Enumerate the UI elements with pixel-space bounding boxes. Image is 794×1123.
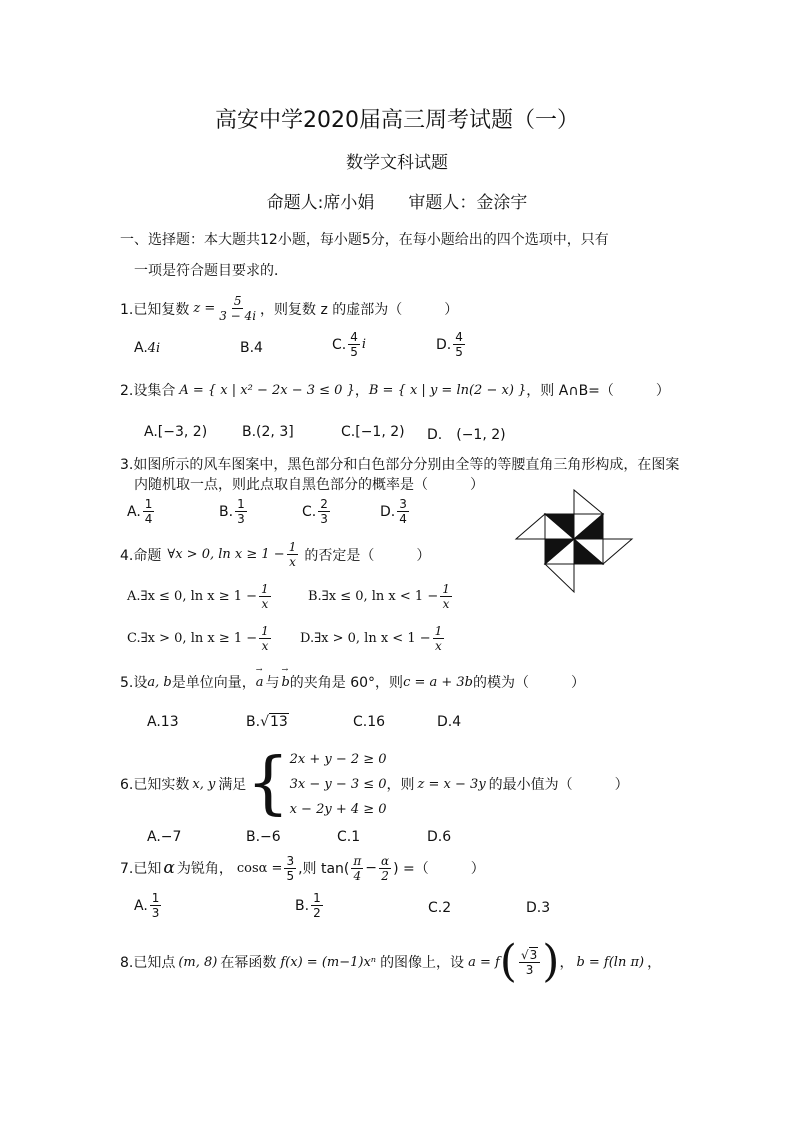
question-7-stem — [120, 850, 485, 886]
pinwheel-figure — [514, 488, 634, 594]
q4-frac-num: 1 — [288, 540, 297, 554]
q1-option-c-label: C. — [332, 336, 347, 353]
q7-stem-a: 7.已知 — [120, 861, 162, 877]
q5-option-b-radicand: 13 — [269, 714, 288, 730]
q4-option-b — [308, 582, 454, 611]
q1-option-d-num: 4 — [455, 330, 463, 344]
page-subtitle: 数学文科试题 — [346, 153, 448, 173]
q6-option-a: A.−7 — [147, 829, 182, 845]
q3-option-d-den: 4 — [399, 512, 407, 526]
q1-stem-a: 1.已知复数 — [120, 301, 190, 318]
q1-option-d-fraction — [453, 330, 465, 359]
q2-set-a: A = { x | x² − 2x − 3 ≤ 0 } — [179, 382, 355, 398]
q7-pi-fraction — [351, 854, 363, 883]
q8-a-fraction — [519, 948, 540, 977]
q3-option-c — [302, 497, 332, 526]
q6-stem-d: 的最小值为（ ） — [488, 777, 629, 793]
q1-option-d — [436, 330, 467, 359]
q1-frac-num: 5 — [233, 294, 242, 308]
q2-option-d: D. (−1, 2) — [427, 427, 506, 443]
q4-option-c-text: C.∃x > 0, ln x ≥ 1 − — [127, 631, 258, 646]
q4-option-d-text: D.∃x > 0, ln x < 1 − — [300, 631, 431, 646]
q5-option-b — [246, 714, 289, 730]
q7-stem-c: ,则 tan( — [298, 861, 350, 877]
q1-frac-den: 3 − 4i — [219, 309, 257, 323]
q3-option-d-label: D. — [380, 503, 396, 520]
q3-option-b-label: B. — [219, 503, 234, 520]
q6-stem-c: ，则 — [386, 777, 415, 793]
q5-stem-e: 的模为（ ） — [473, 675, 586, 691]
q5-expression: c = a + 3b — [403, 674, 474, 690]
q1-option-c-num: 4 — [350, 330, 358, 344]
q1-option-a-label: A. — [134, 340, 148, 356]
q1-option-d-den: 5 — [455, 345, 463, 359]
q3-option-a-label: A. — [127, 503, 141, 520]
right-paren-icon: ) — [542, 936, 560, 987]
q4-stem-a: 4.命题 — [120, 547, 162, 564]
q6-stem-b: 满足 — [218, 777, 247, 793]
q4-option-a-text: A.∃x ≤ 0, ln x ≥ 1 − — [127, 589, 258, 604]
q5-vector-b: → b — [281, 675, 289, 690]
q3-option-a-den: 4 — [144, 512, 153, 526]
q7-option-c: C.2 — [428, 900, 452, 916]
q2-option-b: B.(2, 3] — [242, 424, 294, 440]
q6-constraint-3: x − 2y + 4 ≥ 0 — [289, 801, 387, 817]
q7-option-a — [134, 891, 163, 920]
page-title: 高安中学2020届高三周考试题（一） — [215, 108, 579, 133]
q3-option-d — [380, 497, 411, 526]
question-5-stem — [120, 672, 585, 692]
pinwheel-vane-top — [574, 490, 603, 514]
q5-option-b-label: B. — [246, 714, 261, 730]
q7-option-b-num: 1 — [313, 891, 321, 905]
q4-stem-b: 的否定是（ ） — [304, 547, 431, 564]
q7-stem-d: ) =（ ） — [393, 861, 485, 877]
q3-option-c-fraction — [318, 497, 330, 526]
q6-constraint-system — [290, 747, 387, 822]
q3-option-b-den: 3 — [237, 512, 245, 526]
q1-option-c-i: i — [361, 337, 367, 352]
q7-minus: − — [365, 860, 378, 876]
q7-option-b-fraction — [311, 891, 323, 920]
q1-option-c-fraction — [348, 330, 360, 359]
pinwheel-vane-bottom — [545, 564, 574, 592]
sqrt-icon: √ — [260, 714, 269, 730]
q3-option-d-fraction — [397, 497, 409, 526]
q7-cos-fraction — [284, 854, 296, 883]
q4-option-c-den: x — [261, 639, 269, 653]
q5-option-c: C.16 — [353, 714, 386, 730]
q8-sqrt-radicand: 3 — [529, 947, 538, 962]
q7-option-a-den: 3 — [151, 906, 160, 920]
q3-option-c-num: 2 — [320, 497, 328, 511]
q1-option-b: B.4 — [240, 340, 263, 356]
q7-pi-den: 4 — [353, 868, 362, 883]
q7-option-b-label: B. — [295, 897, 310, 914]
q5-vector-a: → a — [256, 675, 264, 690]
question-2-stem — [120, 380, 670, 400]
q6-vars: x, y — [192, 776, 216, 792]
q3-option-d-num: 3 — [399, 497, 407, 511]
q5-stem-b: 是单位向量， — [171, 675, 256, 691]
sqrt-icon: √ — [520, 947, 529, 962]
q8-b-eq: b = f(ln π) — [576, 954, 645, 970]
q4-option-c — [127, 624, 273, 653]
q1-option-c — [332, 330, 366, 359]
q4-option-a-num: 1 — [261, 582, 269, 596]
section-intro-line1: 一、选择题：本大题共12小题，每小题5分，在每小题给出的四个选项中，只有 — [120, 232, 609, 248]
q7-cos: cosα = — [236, 860, 283, 876]
q7-alpha-den: 2 — [381, 868, 389, 883]
q6-option-d: D.6 — [427, 829, 452, 845]
q8-a-eq: a = f — [468, 954, 500, 970]
q2-comma: ， — [354, 383, 369, 399]
q4-frac-den: x — [289, 555, 296, 569]
q2-option-c: C.[−1, 2) — [341, 424, 405, 440]
q7-pi-num: π — [353, 853, 362, 868]
q7-option-a-fraction — [150, 891, 162, 920]
q7-cos-num: 3 — [286, 853, 295, 868]
question-6-stem — [120, 746, 629, 822]
q3-option-b — [219, 497, 249, 526]
q2-option-a: A.[−3, 2) — [144, 424, 208, 440]
left-paren-icon: ( — [499, 936, 517, 987]
authors-line: 命题人:席小娟 审题人：金涂宇 — [266, 193, 528, 213]
q7-alpha-fraction — [379, 854, 391, 883]
q3-option-b-fraction — [235, 497, 247, 526]
q7-option-a-num: 1 — [151, 891, 160, 905]
q6-stem-a: 6.已知实数 — [120, 777, 190, 793]
left-brace-icon: { — [246, 744, 290, 823]
q8-point: (m, 8) — [178, 954, 218, 970]
q8-stem-c: 的图像上，设 — [380, 955, 465, 971]
q3-option-a-num: 1 — [144, 497, 153, 511]
q4-option-d-den: x — [435, 639, 442, 653]
q7-cos-den: 5 — [286, 868, 295, 883]
q7-alpha-num: α — [381, 853, 390, 868]
q4-option-b-text: B.∃x ≤ 0, ln x < 1 − — [308, 589, 439, 604]
q4-option-c-fraction — [259, 624, 271, 653]
q2-stem-a: 2.设集合 — [120, 383, 176, 399]
q1-fraction — [217, 294, 258, 323]
q7-stem-b: 为锐角， — [176, 861, 233, 877]
q7-alpha: α — [163, 858, 175, 878]
q1-option-a-value: 4i — [147, 341, 161, 356]
q7-option-a-label: A. — [134, 897, 148, 914]
q1-option-c-den: 5 — [350, 345, 358, 359]
q4-proposition: ∀x > 0, ln x ≥ 1 − — [167, 547, 285, 562]
q5-stem-a: 5.设 — [120, 675, 148, 691]
q4-option-b-fraction — [440, 582, 452, 611]
q4-option-d-num: 1 — [434, 624, 443, 638]
q3-option-c-den: 3 — [320, 512, 328, 526]
q4-fraction — [287, 540, 299, 569]
pinwheel-vane-left — [516, 514, 545, 539]
q7-option-d: D.3 — [526, 900, 551, 916]
q2-stem-b: ，则 A∩B=（ ） — [526, 383, 670, 399]
q4-option-d-fraction — [433, 624, 445, 653]
q3-option-c-label: C. — [302, 503, 317, 520]
q6-option-c: C.1 — [337, 829, 361, 845]
q1-z-eq: z = — [193, 301, 216, 316]
q4-option-d — [300, 624, 446, 653]
q6-option-b: B.−6 — [246, 829, 281, 845]
q1-stem-b: ，则复数 z 的虚部为（ ） — [260, 301, 459, 318]
q2-set-b: B = { x | y = ln(2 − x) } — [368, 382, 527, 398]
section-intro-line2: 一项是符合题目要求的． — [134, 263, 288, 279]
q4-option-c-num: 1 — [261, 624, 269, 638]
q5-option-d: D.4 — [437, 714, 462, 730]
q3-option-a — [127, 497, 156, 526]
q4-option-b-num: 1 — [442, 582, 450, 596]
question-8-stem — [120, 938, 661, 986]
q8-comma: ， — [559, 955, 574, 971]
q5-stem-d: 的夹角是 60°，则 — [289, 675, 404, 691]
q5-vectors: a, b — [147, 674, 172, 690]
q7-option-b — [295, 891, 325, 920]
q3-option-b-num: 1 — [237, 497, 245, 511]
q6-z-expression: z = x − 3y — [417, 776, 486, 792]
q8-stem-a: 8.已知点 — [120, 955, 176, 971]
q6-constraint-1: 2x + y − 2 ≥ 0 — [289, 751, 387, 767]
q8-a-den: 3 — [525, 962, 534, 977]
q1-option-d-label: D. — [436, 336, 452, 353]
q8-stem-b: 在幂函数 — [220, 955, 277, 971]
q6-constraint-2: 3x − y − 3 ≤ 0 — [289, 776, 387, 792]
q4-option-b-den: x — [442, 597, 450, 611]
q7-option-b-den: 2 — [313, 906, 321, 920]
pinwheel-vane-right — [603, 539, 632, 564]
q1-option-a — [134, 340, 160, 356]
q3-option-a-fraction — [143, 497, 155, 526]
question-1-stem — [120, 294, 458, 323]
question-4-stem — [120, 540, 430, 569]
q4-option-a-fraction — [259, 582, 271, 611]
q8-tail: ， — [647, 955, 662, 971]
q4-option-a-den: x — [261, 597, 269, 611]
q5-option-a: A.13 — [147, 714, 179, 730]
q3-stem-line2: 内随机取一点，则此点取自黑色部分的概率是（ ） — [134, 477, 484, 493]
q8-function: f(x) = (m−1)xⁿ — [280, 954, 377, 970]
q5-stem-c: 与 — [265, 675, 280, 691]
q3-stem-line1: 3.如图所示的风车图案中，黑色部分和白色部分分别由全等的等腰直角三角形构成，在图案 — [120, 457, 680, 473]
q4-option-a — [127, 582, 273, 611]
